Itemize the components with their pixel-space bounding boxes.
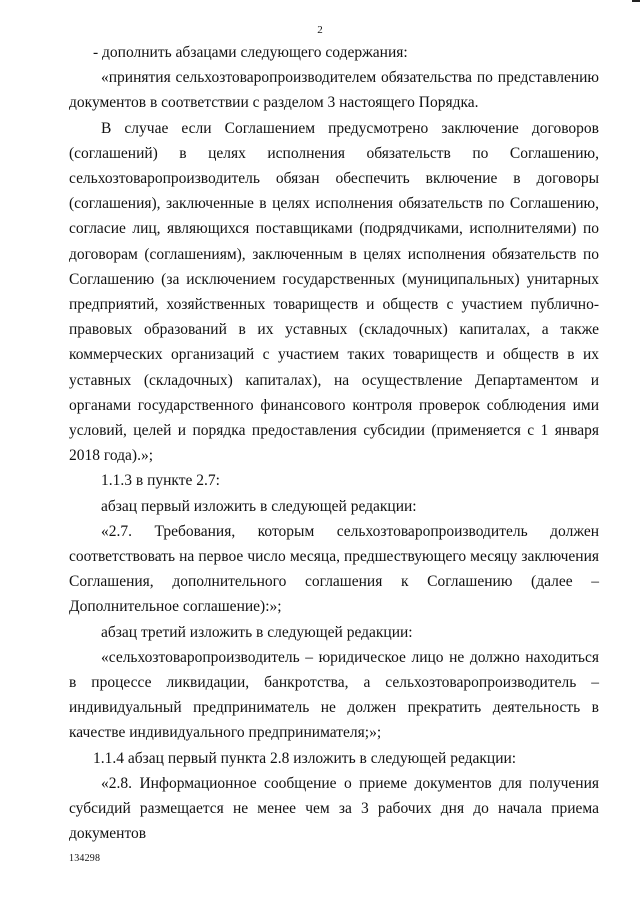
paragraph-first-abzac-edit: абзац первый изложить в следующей редакции: <box>101 497 417 515</box>
paragraph-item-1-1-4: 1.1.4 абзац первый пункта 2.8 изложить в следующей редакции: <box>93 749 517 767</box>
paragraph-agreement-consent: В случае если Соглашением предусмотрено заключение договоров (соглашений) в целях исполнения обязательств по Соглашению, сельхозтоваропроизводитель обязан обеспечить включение в договоры (соглашения), заключенные в целях исполнения обязательств по Соглашению, согласие лиц, являющихся поставщиками (подрядчиками, исполнителями) по договорам (соглашениям), заключенным в целях исполнения обязательств по Соглашению (за исключением государственных (муниципальных) унитарных предприятий, хозяйственных товариществ и обществ с участием публично-правовых образований в их уставных (складочных) капиталах, а также коммерческих организаций с участием таких товариществ и обществ в их уставных (складочных) капиталах), на осуществление Департаментом и органами государственного финансового контроля проверок соблюдения ими условий, целей и порядка предоставления субсидии (применяется с 1 января 2018 года).»; <box>69 119 599 465</box>
document-body <box>69 40 599 847</box>
footer-code: 134298 <box>69 853 101 864</box>
paragraph-liquidation-clause: «сельхозтоваропроизводитель – юридическое лицо не должно находиться в процессе ликвидации, банкротства, а сельхозтоваропроизводитель – индивидуальный предприниматель не должен прекратить деятельность в качестве индивидуального предпринимателя;»; <box>69 648 599 742</box>
paragraph-obligation: «принятия сельхозтоваропроизводителем обязательства по представлению документов в соответствии с разделом 3 настоящего Порядка. <box>69 69 599 112</box>
paragraph-requirements-2-7: «2.7. Требования, которым сельхозтоваропроизводитель должен соответствовать на первое число месяца, предшествующего месяцу заключения Соглашения, дополнительного соглашения к Соглашению (далее – Дополнительное соглашение):»; <box>69 522 599 616</box>
paragraph-intro: - дополнить абзацами следующего содержания: <box>93 44 408 61</box>
corner-mark <box>632 0 640 2</box>
paragraph-item-1-1-3: 1.1.3 в пункте 2.7: <box>101 472 220 490</box>
paragraph-info-message-2-8: «2.8. Информационное сообщение о приеме документов для получения субсидий размещается не менее чем за 3 рабочих дня до начала приема документов <box>69 774 599 843</box>
page-number: 2 <box>317 24 323 36</box>
paragraph-third-abzac-edit: абзац третий изложить в следующей редакции: <box>101 623 413 641</box>
